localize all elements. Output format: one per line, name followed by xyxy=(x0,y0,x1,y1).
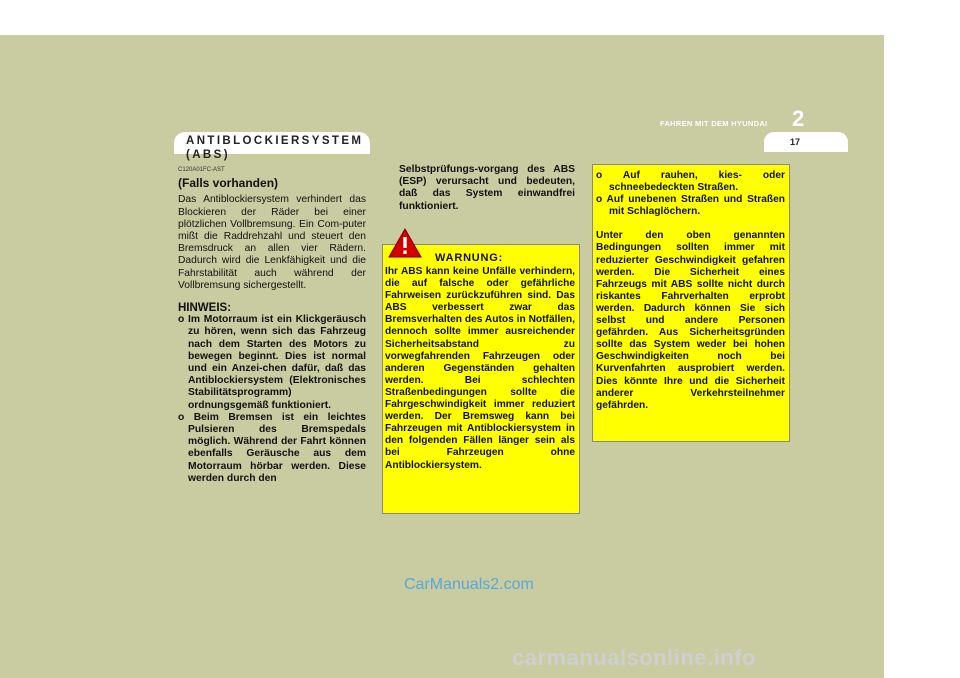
intro-paragraph: Das Antiblockiersystem verhindert das Blockieren der Räder bei einer plötzlichen Vollbremsung. Ein Com-puter mißt die Raddrehzahl und steuert den Bremsdruck an allen vier Rädern. Dadurch wird die Lenkfähigkeit und die Fahrstabilität auch während der Vollbremsung sichergestellt. xyxy=(178,194,366,291)
warning-continuation-text xyxy=(596,170,785,412)
hinweis-item: o Beim Bremsen ist ein leichtes Pulsieren des Bremspedals möglich. Während der Fahrt können ebenfalls Geräusche aus dem Motorraum hörbar werden. Diese werden durch den xyxy=(178,411,366,484)
continuation-text: Selbstprüfungs-vorgang des ABS (ESP) verursacht und bedeuten, daß das System einwandfrei funktioniert. xyxy=(399,164,575,212)
page-number: 17 xyxy=(790,137,801,147)
page-number-tab xyxy=(764,132,848,152)
chapter-title: FAHREN MIT DEM HYUNDAI xyxy=(660,119,768,128)
warning-triangle-icon xyxy=(388,228,422,258)
warning-continuation-paragraph: Unter den oben genannten Bedingungen sollten immer mit reduzierter Geschwindigkeit gefahren werden. Die Sicherheit eines Fahrzeugs mit ABS sollte nicht durch riskantes Fahrverhalten erprobt werden. Dadurch können Sie sich selbst und andere Personen gefährden. Aus Sicherheitsgründen sollte das System weder bei hohen Geschwindigkeiten noch bei Kurvenfahrten ausprobiert werden. Dies könnte Ihre und die Sicherheit anderer Verkehrsteilnehmer gefährden. xyxy=(596,230,785,411)
section-code: C120A01FC-AST xyxy=(178,167,225,173)
footer-watermark: carmanualsonline.info xyxy=(512,645,756,670)
section-title: ANTIBLOCKIERSYSTEM (ABS) xyxy=(186,135,364,161)
warning-title: WARNUNG: xyxy=(435,252,504,264)
warning-list-item: o Auf unebenen Straßen und Straßen mit Schlaglöchern. xyxy=(596,194,785,218)
left-column xyxy=(178,164,366,485)
chapter-number: 2 xyxy=(792,106,805,131)
warning-list-item: o Auf rauhen, kies- oder schneebedeckten Straßen. xyxy=(596,170,785,194)
section-subtitle: (Falls vorhanden) xyxy=(178,176,279,191)
hinweis-title: HINWEIS: xyxy=(178,302,232,315)
hinweis-item: o Im Motorraum ist ein Klickgeräusch zu hören, wenn sich das Fahrzeug nach dem Starten des Motors zu bewegen beginnt. Dies ist normal und ein Anzei-chen dafür, daß das Antiblockiersystem (Elektronisches Stabilitätsprogramm) ordnungsgemäß funktioniert. xyxy=(178,314,366,411)
warning-text: Ihr ABS kann keine Unfälle verhindern, die auf falsche oder gefährliche Fahrweisen zurückzuführen sind. Das ABS verbessert zwar das Bremsverhalten des Autos in Notfällen, dennoch sollte immer ausreichender Sicherheitsabstand zu vorwegfahrenden Fahrzeugen oder anderen Gegenständen gehalten werden. Bei schlechten Straßenbedingungen sollte die Fahrgeschwindigkeit immer reduziert werden. Der Bremsweg kann bei Fahrzeugen mit Antiblockiersystem in den folgenden Fällen länger sein als bei Fahrzeugen ohne Antiblockiersystem. xyxy=(385,266,575,471)
watermark-link[interactable]: CarManuals2.com xyxy=(404,576,534,593)
